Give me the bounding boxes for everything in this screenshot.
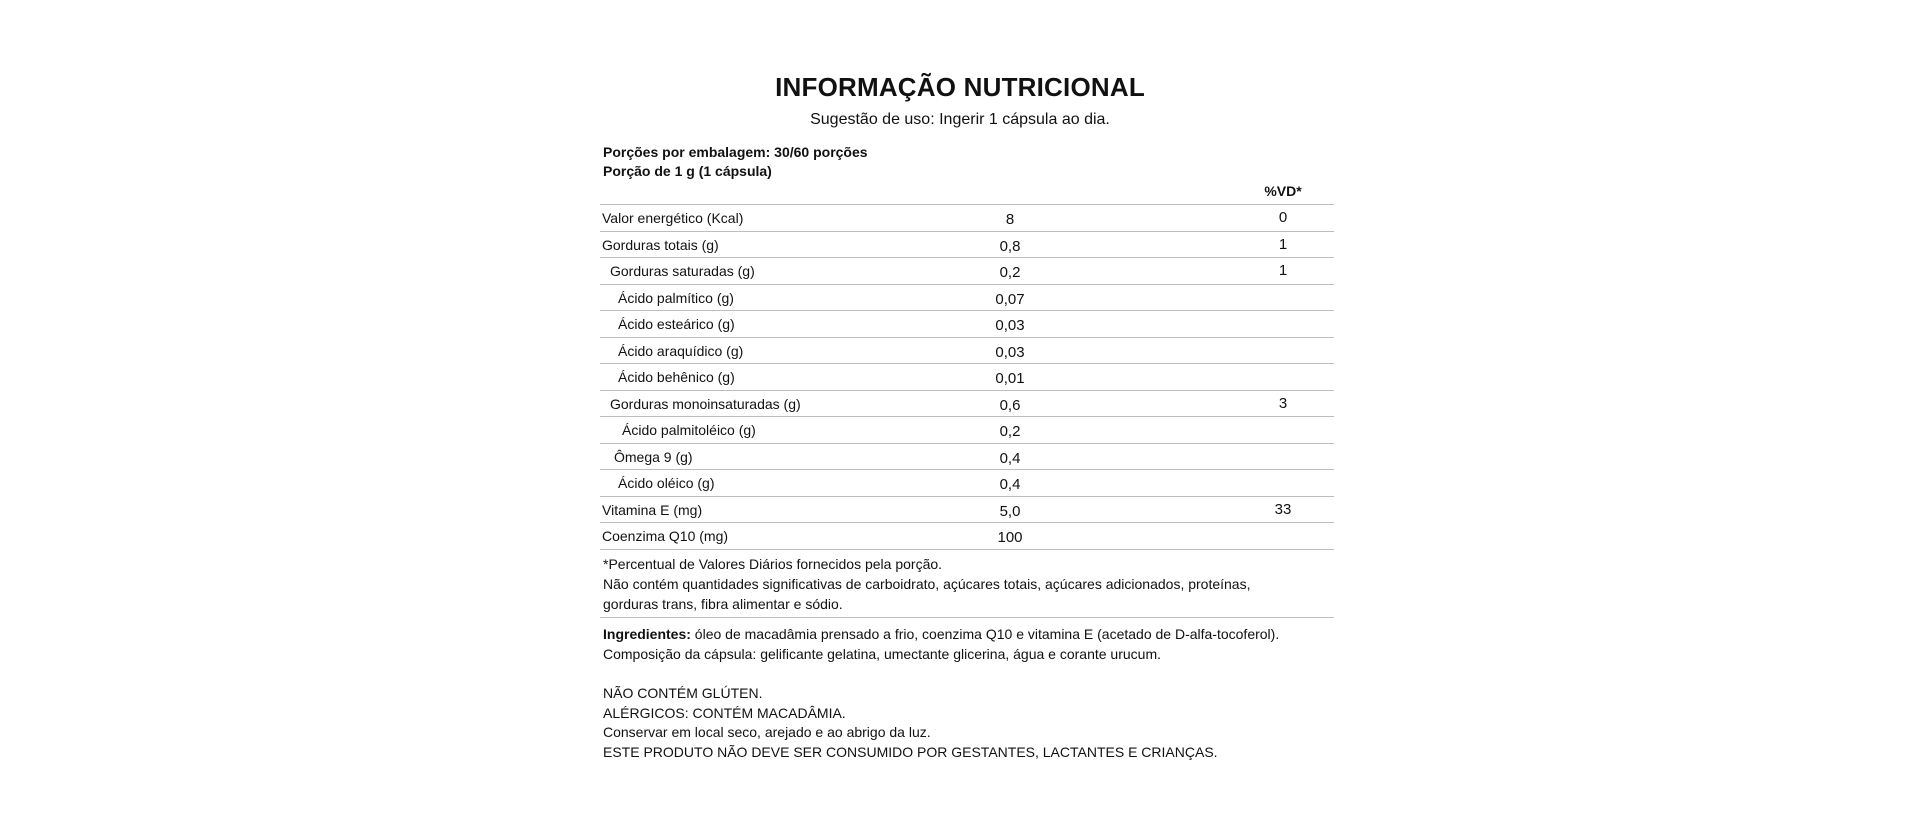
nutrient-amount: 0,6 (999, 396, 1021, 414)
nutrient-label: Ácido palmítico (g) (618, 289, 734, 306)
ingredients-label: Ingredientes: (603, 626, 691, 642)
table-row (600, 470, 1334, 497)
nutrient-label: Vitamina E (mg) (602, 501, 703, 518)
portion-size: Porção de 1 g (1 cápsula) (603, 163, 772, 179)
capsule-composition: Composição da cápsula: gelificante gelatina, umectante glicerina, água e corante urucum. (603, 646, 1161, 662)
table-row (600, 391, 1334, 418)
consumption-restriction: ESTE PRODUTO NÃO DEVE SER CONSUMIDO POR GESTANTES, LACTANTES E CRIANÇAS. (603, 743, 1218, 760)
nutrient-label: Coenzima Q10 (mg) (602, 528, 729, 544)
nutrient-label: Gorduras saturadas (g) (610, 263, 755, 279)
table-row (600, 338, 1334, 365)
allergen-warning: ALÉRGICOS: CONTÉM MACADÂMIA. (603, 704, 846, 721)
nutrient-amount: 0,07 (995, 290, 1025, 308)
nutrient-vd: 0 (1278, 209, 1288, 226)
ingredients-text: óleo de macadâmia prensado a frio, coenzima Q10 e vitamina E (acetado de D-alfa-tocoferol). (690, 626, 1280, 642)
portion-info (603, 143, 868, 181)
table-row (600, 444, 1334, 471)
footnote-not-significant: Não contém quantidades significativas de carboidrato, açúcares totais, açúcares adicionados, proteínas, (603, 576, 1251, 592)
usage-suggestion: Sugestão de uso: Ingerir 1 cápsula ao dia. (810, 111, 1110, 128)
nutrient-vd: 1 (1278, 262, 1288, 279)
warnings-section (603, 684, 1218, 762)
portions-per-package: Porções por embalagem: 30/60 porções (603, 144, 868, 160)
nutrient-amount: 0,03 (995, 317, 1025, 334)
table-row (600, 523, 1334, 550)
table-row (600, 364, 1334, 391)
nutrient-amount: 0,4 (999, 449, 1021, 467)
nutrient-label: Ácido araquídico (g) (618, 342, 744, 359)
page-title: INFORMAÇÃO NUTRICIONAL (775, 72, 1145, 102)
nutrient-amount: 0,03 (995, 343, 1025, 361)
nutrient-amount: 0,2 (999, 264, 1021, 281)
section-divider (600, 617, 1334, 618)
vd-column-header: %VD* (1264, 183, 1302, 199)
table-row (600, 417, 1334, 444)
nutrient-label: Ácido esteárico (g) (618, 316, 735, 332)
table-row (600, 285, 1334, 312)
nutrient-vd: 3 (1278, 394, 1288, 412)
nutrient-amount: 0,01 (995, 370, 1025, 387)
nutrient-label: Valor energético (Kcal) (602, 210, 744, 226)
table-row (600, 497, 1334, 524)
nutrient-amount: 5,0 (999, 502, 1021, 520)
nutrient-label: Gorduras monoinsaturadas (g) (610, 395, 801, 412)
nutrient-label: Ômega 9 (g) (614, 448, 693, 465)
nutrient-amount: 0,8 (999, 237, 1021, 255)
nutrient-amount: 100 (997, 529, 1023, 546)
nutrient-label: Gorduras totais (g) (602, 236, 719, 253)
nutrient-amount: 8 (1005, 211, 1015, 228)
storage-instructions: Conservar em local seco, arejado e ao abrigo da luz. (603, 724, 931, 740)
nutrient-amount: 0,2 (999, 423, 1021, 440)
nutrition-table (600, 205, 1334, 550)
ingredients-section (603, 624, 1343, 664)
nutrient-label: Ácido oléico (g) (618, 475, 715, 491)
table-header (600, 180, 1334, 205)
nutrient-label: Ácido behênico (g) (618, 369, 735, 385)
gluten-warning: NÃO CONTÉM GLÚTEN. (603, 685, 763, 701)
footnote-not-significant-cont: gorduras trans, fibra alimentar e sódio. (603, 596, 843, 612)
table-row (600, 311, 1334, 338)
footnotes (603, 554, 1333, 614)
table-row (600, 232, 1334, 259)
nutrient-label: Ácido palmitoléico (g) (622, 422, 756, 438)
footnote-vd: *Percentual de Valores Diários fornecidos pela porção. (603, 556, 943, 572)
nutrient-vd: 1 (1278, 235, 1288, 253)
table-row (600, 258, 1334, 285)
table-row (600, 205, 1334, 232)
nutrient-vd: 33 (1274, 500, 1292, 518)
nutrient-amount: 0,4 (999, 476, 1021, 493)
